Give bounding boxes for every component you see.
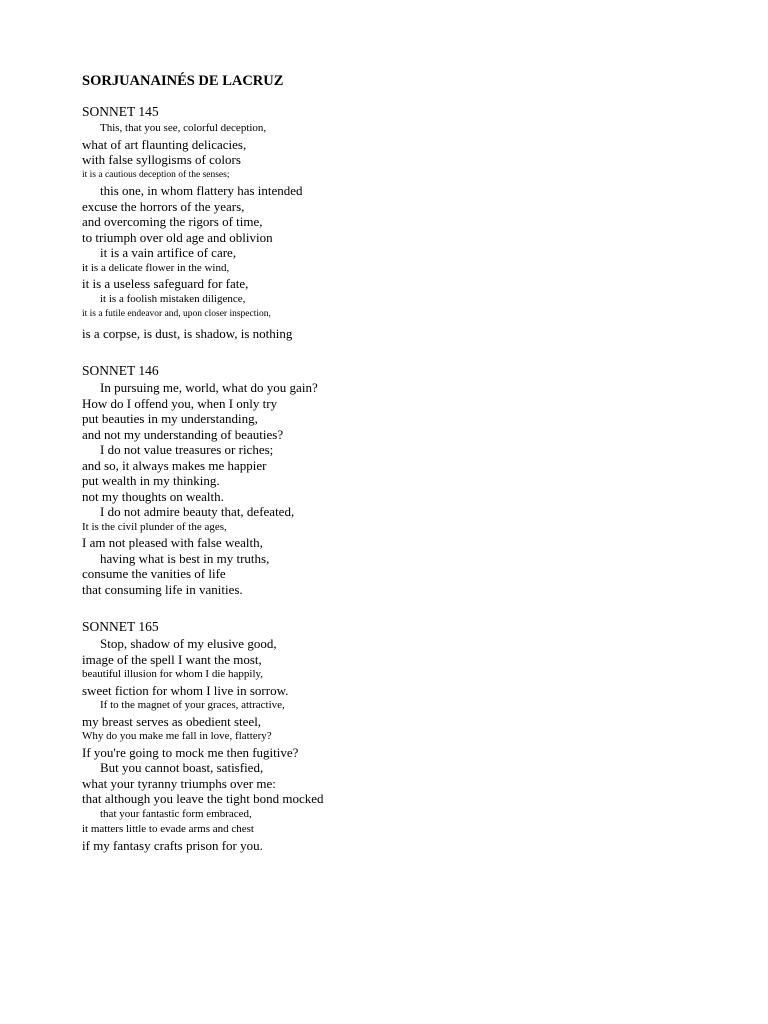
poem-line: beautiful illusion for whom I die happily, bbox=[82, 668, 264, 680]
poem-line: I am not pleased with false wealth, bbox=[82, 535, 263, 550]
sonnet-title: SONNET 165 bbox=[82, 619, 159, 634]
poem-line: I do not value treasures or riches; bbox=[100, 442, 274, 457]
poem-line: put beauties in my understanding, bbox=[82, 411, 258, 426]
poem-line: consume the vanities of life bbox=[82, 566, 226, 581]
author-heading: SORJUANAINÉS DE LACRUZ bbox=[82, 73, 284, 89]
poem-line: what of art flaunting delicacies, bbox=[82, 136, 247, 152]
sonnet-146 bbox=[82, 363, 722, 597]
poem-line: put wealth in my thinking. bbox=[82, 473, 220, 488]
poem-line: sweet fiction for whom I live in sorrow. bbox=[82, 682, 289, 698]
poem-line: what your tyranny triumphs over me: bbox=[82, 775, 276, 791]
sonnet-lines bbox=[82, 380, 722, 597]
poem-line: is a corpse, is dust, is shadow, is nothing bbox=[82, 325, 293, 341]
poem-line: not my thoughts on wealth. bbox=[82, 488, 224, 504]
poem-line: image of the spell I want the most, bbox=[82, 651, 262, 667]
poem-line: it is a delicate flower in the wind, bbox=[82, 261, 230, 274]
poem-line: it matters little to evade arms and chest bbox=[82, 823, 254, 835]
poem-line: that consuming life in vanities. bbox=[82, 581, 243, 597]
poem-line: this one, in whom flattery has intended bbox=[100, 183, 303, 198]
poem-line: Why do you make me fall in love, flattery? bbox=[82, 730, 272, 742]
poem-line: that although you leave the tight bond mocked bbox=[82, 791, 324, 806]
poem-line: it is a futile endeavor and, upon closer inspection, bbox=[82, 309, 271, 319]
poem-line: and not my understanding of beauties? bbox=[82, 426, 284, 442]
poem-line: Stop, shadow of my elusive good, bbox=[100, 636, 277, 651]
poem-line: and overcoming the rigors of time, bbox=[82, 214, 263, 229]
sonnet-title: SONNET 145 bbox=[82, 104, 159, 119]
poem-line: But you cannot boast, satisfied, bbox=[100, 760, 264, 775]
poem-line: it is a cautious deception of the senses; bbox=[82, 169, 230, 180]
sonnet-lines bbox=[82, 121, 722, 341]
poem-line: excuse the horrors of the years, bbox=[82, 198, 245, 214]
poem-line: How do I offend you, when I only try bbox=[82, 395, 278, 411]
poem-line: If to the magnet of your graces, attractive, bbox=[100, 699, 285, 711]
poem-line: If you're going to mock me then fugitive? bbox=[82, 744, 299, 760]
sonnet-lines bbox=[82, 636, 722, 853]
document-page bbox=[82, 72, 722, 853]
poem-line: that your fantastic form embraced, bbox=[100, 807, 252, 820]
poem-line: and so, it always makes me happier bbox=[82, 457, 267, 473]
poem-line: to triumph over old age and oblivion bbox=[82, 229, 273, 245]
poem-line: it is a vain artifice of care, bbox=[100, 245, 237, 260]
sonnet-title: SONNET 146 bbox=[82, 363, 159, 378]
poem-line: It is the civil plunder of the ages, bbox=[82, 520, 227, 533]
sonnet-145 bbox=[82, 104, 722, 341]
poem-line: In pursuing me, world, what do you gain? bbox=[100, 380, 318, 395]
poem-line: it is a useless safeguard for fate, bbox=[82, 276, 249, 291]
poem-line: if my fantasy crafts prison for you. bbox=[82, 837, 263, 853]
poem-line: I do not admire beauty that, defeated, bbox=[100, 504, 295, 519]
poem-line: having what is best in my truths, bbox=[100, 550, 270, 566]
poem-line: This, that you see, colorful deception, bbox=[100, 122, 267, 134]
sonnet-165 bbox=[82, 619, 722, 853]
poem-line: my breast serves as obedient steel, bbox=[82, 713, 262, 729]
poem-line: with false syllogisms of colors bbox=[82, 152, 241, 167]
poem-line: it is a foolish mistaken diligence, bbox=[100, 292, 246, 305]
